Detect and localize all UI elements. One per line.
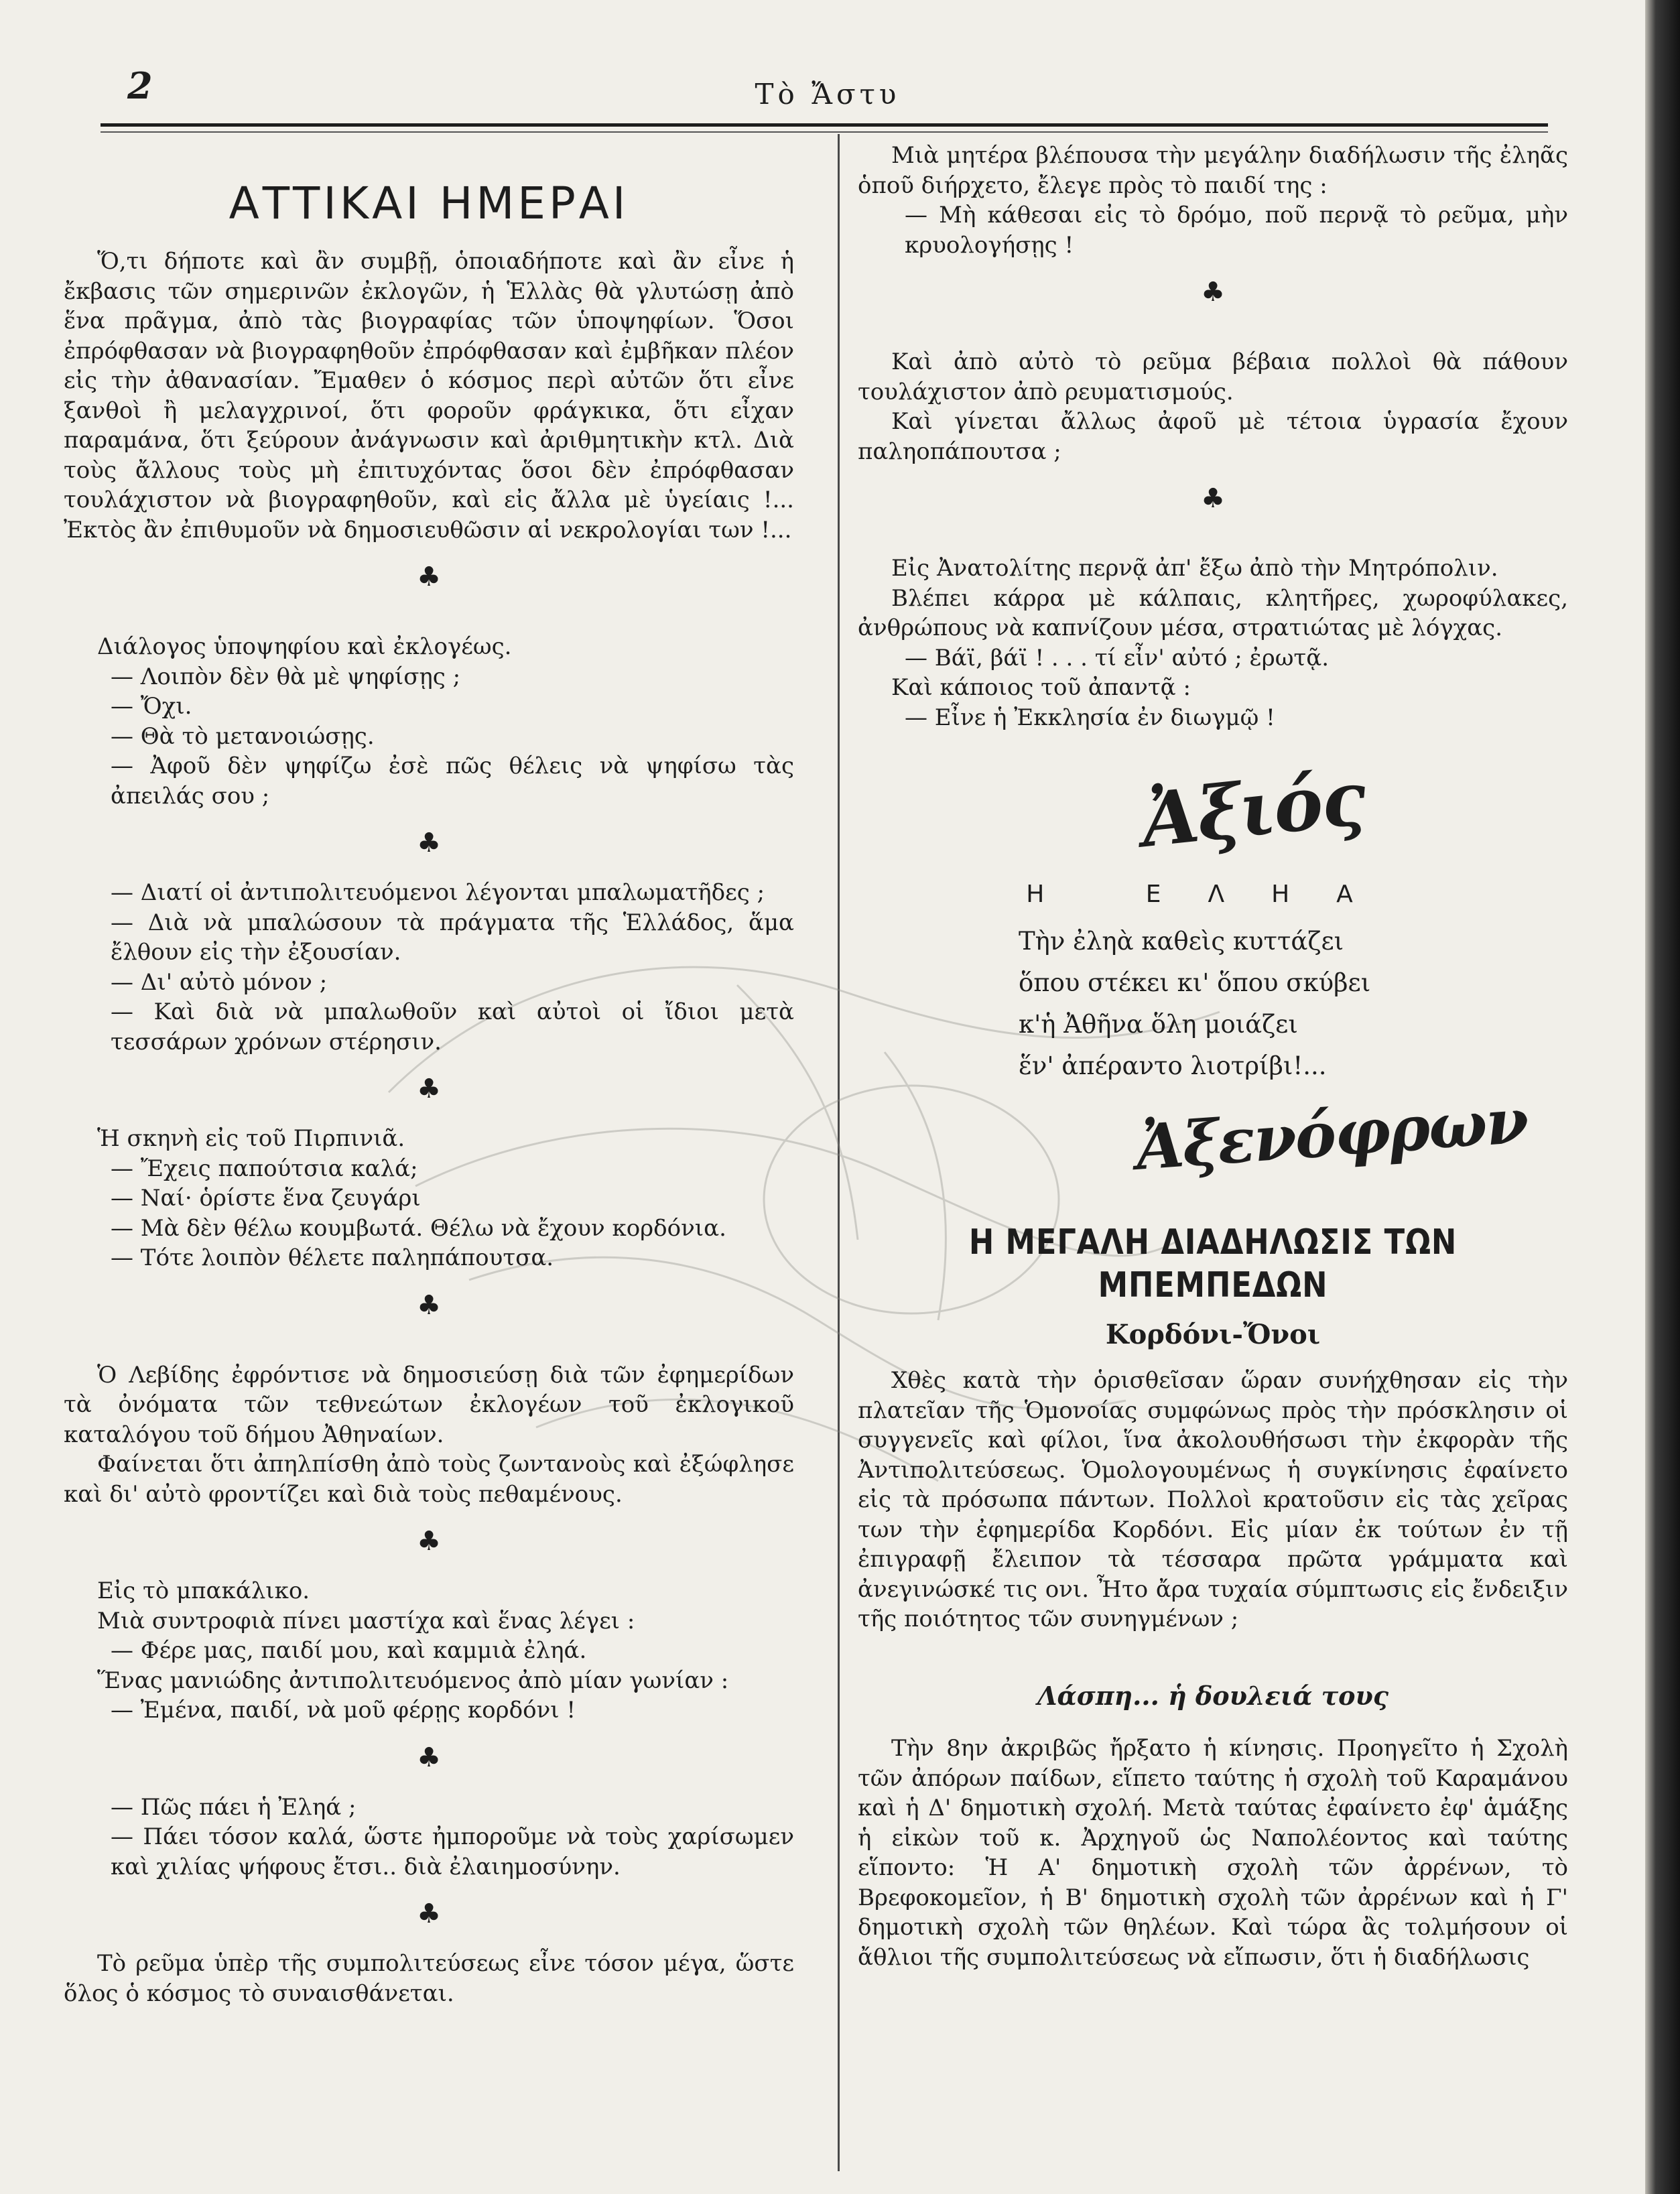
dialogue-line: — Φέρε μας, παιδί μου, καὶ καμμιὰ ἐληά. [111,1637,587,1664]
dialogue-line: — Μὰ δὲν θέλω κουμβωτά. Θέλω νὰ ἔχουν κορδόνια. [111,1214,726,1242]
club-ornament-icon: ♣ [417,1742,441,1773]
poem-line: Τὴν ἐληὰ καθεὶς κυττάζει [1019,926,1344,956]
club-ornament-icon: ♣ [417,1898,441,1929]
spacer [64,612,794,632]
poet-signature: Ἀξενόφρων [1133,1084,1530,1184]
dialogue-line: — Διατί οἱ ἀντιπολιτευόμενοι λέγονται μπαλωματῆδες ; [111,879,765,906]
club-ornament-icon: ♣ [417,1074,441,1104]
paragraph: Τὸ ρεῦμα ὑπὲρ τῆς συμπολιτεύσεως εἶνε τόσον μέγα, ὥστε ὅλος ὁ κόσμος τὸ συναισθάνεται. [64,1950,794,2007]
dialogue-line: — Λοιπὸν δὲν θὰ μὲ ψηφίσῃς ; [111,663,461,690]
spacer [858,533,1568,554]
dialogue-line: — Ναί· ὁρίστε ἕνα ζευγάρι [111,1185,421,1212]
poem-line: ἕν' ἀπέραντο λιοτρίβι!... [1019,1051,1327,1080]
section-title: ΑΤΤΙΚΑΙ ΗΜΕΡΑΙ [229,178,629,229]
paragraph: Ἡ σκηνὴ εἰς τοῦ Πιρπινιᾶ. [97,1125,405,1152]
poem-line: ὅπου στέκει κι' ὅπου σκύβει [1019,968,1371,997]
dialogue-line: — Τότε λοιπὸν θέλετε παληπάπουτσα. [111,1244,554,1271]
dialogue-line: — Ἐμένα, παιδί, νὰ μοῦ φέρῃς κορδόνι ! [111,1697,576,1724]
poem-line: κ'ἡ Ἀθῆνα ὅλη μοιάζει [1019,1009,1298,1039]
page-edge-shadow [1645,0,1680,2194]
article-paragraph: Χθὲς κατὰ τὴν ὁρισθεῖσαν ὥραν συνήχθησαν εἰς τὴν πλατεῖαν τῆς Ὁμονοίας συμφώνως πρὸς τὴν πρόσκλησιν οἱ συγγενεῖς καὶ φίλοι, ἵνα ἀκολουθήσωσι τὴν ἐκφορὰν τῆς Ἀντιπολιτεύσεως. Ὁμολογουμένως ἡ συγκίνησις ἐφαίνετο εἰς τὰ πρόσωπα πάντων. Πολλοὶ κρατοῦσιν εἰς τὰς χεῖρας των τὴν ἐφημερίδα Κορδόνι. Εἰς μίαν ἐκ τούτων ἐν τῇ ἐπιγραφῇ ἔλειπον τὰ τέσσαρα πρῶτα γράμματα καὶ ἀνεγινώσκέ τις ονι. Ἦτο ἄρα τυχαία σύμπτωσις εἰς ἔνδειξιν τῆς ποιότητος τῶν συνηγμένων ; [858,1367,1568,1632]
spacer [858,327,1568,347]
dialogue-line: — Ἀφοῦ δὲν ψηφίζω ἐσὲ πῶς θέλεις νὰ ψηφίσω τὰς ἀπειλάς σου ; [111,753,794,810]
dialogue-line: — Εἶνε ἡ Ἐκκλησία ἐν διωγμῷ ! [905,704,1275,731]
article-headline: Η ΜΕΓΑΛΗ ΔΙΑΔΗΛΩΣΙΣ ΤΩΝ ΜΠΕΜΠΕΔΩΝ [968,1222,1458,1305]
paragraph: Εἰς Ἀνατολίτης περνᾷ ἀπ' ἔξω ἀπὸ τὴν Μητρόπολιν. [891,555,1498,582]
paragraph: Ἕνας μανιώδης ἀντιπολιτευόμενος ἀπὸ μίαν γωνίαν : [97,1667,729,1694]
paragraph: Μιὰ συντροφιὰ πίνει μαστίχα καὶ ἕνας λέγει : [97,1607,635,1634]
club-ornament-icon: ♣ [1201,483,1225,514]
article-paragraph: Τὴν 8ην ἀκριβῶς ἤρξατο ἡ κίνησις. Προηγεῖτο ἡ Σχολὴ τῶν ἀπόρων παίδων, εἵπετο ταύτης ἡ σχολὴ τοῦ Καραμάνου καὶ ἡ Δ' δημοτικὴ σχολή. Μετὰ ταύτας ἐφαίνετο ἐφ' ἁμάξης ἡ εἰκὼν τοῦ κ. Ἀρχηγοῦ ὡς Ναπολέοντος καὶ ταύτης εἵποντο: Ἡ Α' δημοτικὴ σχολὴ τῶν ἀρρένων, τὸ Βρεφοκομεῖον, ἡ Β' δημοτικὴ σχολὴ τῶν ἀρρένων καὶ ἡ Γ' δημοτικὴ σχολὴ τῶν θηλέων. Καὶ τώρα ἂς τολμήσουν οἱ ἄθλιοι τῆς συμπολιτεύσεως νὰ εἴπωσιν, ὅτι ἡ διαδήλωσις [858,1735,1568,1971]
poem-title: Η ΕΛΗΑ [1026,881,1400,908]
club-ornament-icon: ♣ [417,562,441,592]
dialogue-line: — Δι' αὐτὸ μόνον ; [111,968,328,996]
right-column [858,141,1568,1972]
paragraph: Βλέπει κάρρα μὲ κάλπαις, κλητῆρες, χωροφύλακες, ἀνθρώπους νὰ καπνίζουν μέσα, στρατιώτας μὲ λόγχας. [858,584,1568,641]
dialogue-line: — Πῶς πάει ἡ Ἐληά ; [111,1793,357,1821]
running-title: Τὸ Ἄστυ [755,78,901,111]
page-number: 2 [127,64,153,107]
paragraph: Μιὰ μητέρα βλέπουσα τὴν μεγάλην διαδήλωσιν τῆς ἐληᾶς ὁποῦ διήρχετο, ἔλεγε πρὸς τὸ παιδί της : [858,142,1568,199]
author-signature: Ἀξιός [1137,754,1369,864]
paragraph: Καὶ γίνεται ἄλλως ἀφοῦ μὲ τέτοια ὑγρασία ἔχουν παληοπάπουτσα ; [858,408,1568,465]
paragraph: Διάλογος ὑποψηφίου καὶ ἐκλογέως. [97,633,512,660]
club-ornament-icon: ♣ [1201,277,1225,308]
paragraph: Ὁ Λεβίδης ἐφρόντισε νὰ δημοσιεύσῃ διὰ τῶν ἐφημερίδων τὰ ὀνόματα τῶν τεθνεώτων ἐκλογέων τοῦ ἐκλογικοῦ καταλόγου τοῦ δήμου Ἀθηναίων. [64,1361,794,1448]
spacer [64,1340,794,1360]
club-ornament-icon: ♣ [417,828,441,858]
paragraph: Εἰς τὸ μπακάλικο. [97,1577,310,1604]
paragraph: Καὶ κάποιος τοῦ ἀπαντᾷ : [891,674,1191,701]
club-ornament-icon: ♣ [417,1526,441,1557]
paragraph: Καὶ ἀπὸ αὐτὸ τὸ ρεῦμα βέβαια πολλοὶ θὰ πάθουν τουλάχιστον ἀπὸ ρευματισμούς. [858,348,1568,405]
dialogue-line: — Ὄχι. [111,693,192,720]
left-column [64,141,794,2008]
club-ornament-icon: ♣ [417,1289,441,1321]
page-header [101,64,1555,118]
header-rule [101,123,1548,127]
dialogue-line: — Καὶ διὰ νὰ μπαλωθοῦν καὶ αὐτοὶ οἱ ἴδιοι μετὰ τεσσάρων χρόνων στέρησιν. [111,998,794,1055]
dialogue-line: — Βάϊ, βάϊ ! . . . τί εἶν' αὐτό ; ἐρωτᾷ. [905,644,1330,671]
dialogue-line: — Ἔχεις παπούτσια καλά; [111,1155,418,1182]
paragraph: Φαίνεται ὅτι ἀπηλπίσθη ἀπὸ τοὺς ζωντανοὺς καὶ ἐξώφλησε καὶ δι' αὐτὸ φροντίζει καὶ διὰ τοὺς πεθαμένους. [64,1451,794,1508]
dialogue-line: — Πάει τόσον καλά, ὥστε ἠμποροῦμε νὰ τοὺς χαρίσωμεν καὶ χιλίας ψήφους ἔτσι.. διὰ ἐλαιημοσύνην. [111,1823,794,1880]
header-rule-thin [101,131,1548,133]
paragraph: Ὅ,τι δήποτε καὶ ἂν συμβῇ, ὁποιαδήποτε καὶ ἂν εἶνε ἡ ἔκβασις τῶν σημερινῶν ἐκλογῶν, ἡ Ἑλλὰς θὰ γλυτώσῃ ἀπὸ ἕνα πρᾶγμα, ἀπὸ τὰς βιογραφίας τῶν ὑποψηφίων. Ὅσοι ἐπρόφθασαν νὰ βιογραφηθοῦν ἐπρόφθασαν καὶ ἐμβῆκαν πλέον εἰς τὴν ἀθανασίαν. Ἔμαθεν ὁ κόσμος περὶ αὐτῶν ὅτι εἶνε ξανθοὶ ἢ μελαγχρινοί, ὅτι φοροῦν φράγκικα, ὅτι εἶχαν παραμάνα, ὅτι ξεύρουν ἀνάγνωσιν καὶ ἀριθμητικὴν κτλ. Διὰ τοὺς ἄλλους τοὺς μὴ ἐπιτυχόντας ὅσοι δὲν ἐπρόφθασαν τουλάχιστον νὰ βιογραφηθοῦν, καὶ εἰς ἄλλα μὲ ὑγείαις !... Ἐκτὸς ἂν ἐπιθυμοῦν νὰ δημοσιευθῶσιν αἱ νεκρολογίαι των !... [64,248,794,543]
article-subheading: Λάσπη... ἡ δουλειά τους [1037,1680,1389,1711]
article-subheading: Κορδόνι-Ὄνοι [1105,1318,1321,1350]
dialogue-line: — Διὰ νὰ μπαλώσουν τὰ πράγματα τῆς Ἑλλάδος, ἅμα ἔλθουν εἰς τὴν ἐξουσίαν. [111,909,794,966]
dialogue-line: — Θὰ τὸ μετανοιώσῃς. [111,722,375,750]
dialogue-line: — Μὴ κάθεσαι εἰς τὸ δρόμο, ποῦ περνᾷ τὸ ρεῦμα, μὴν κρυολογήσῃς ! [905,202,1568,259]
